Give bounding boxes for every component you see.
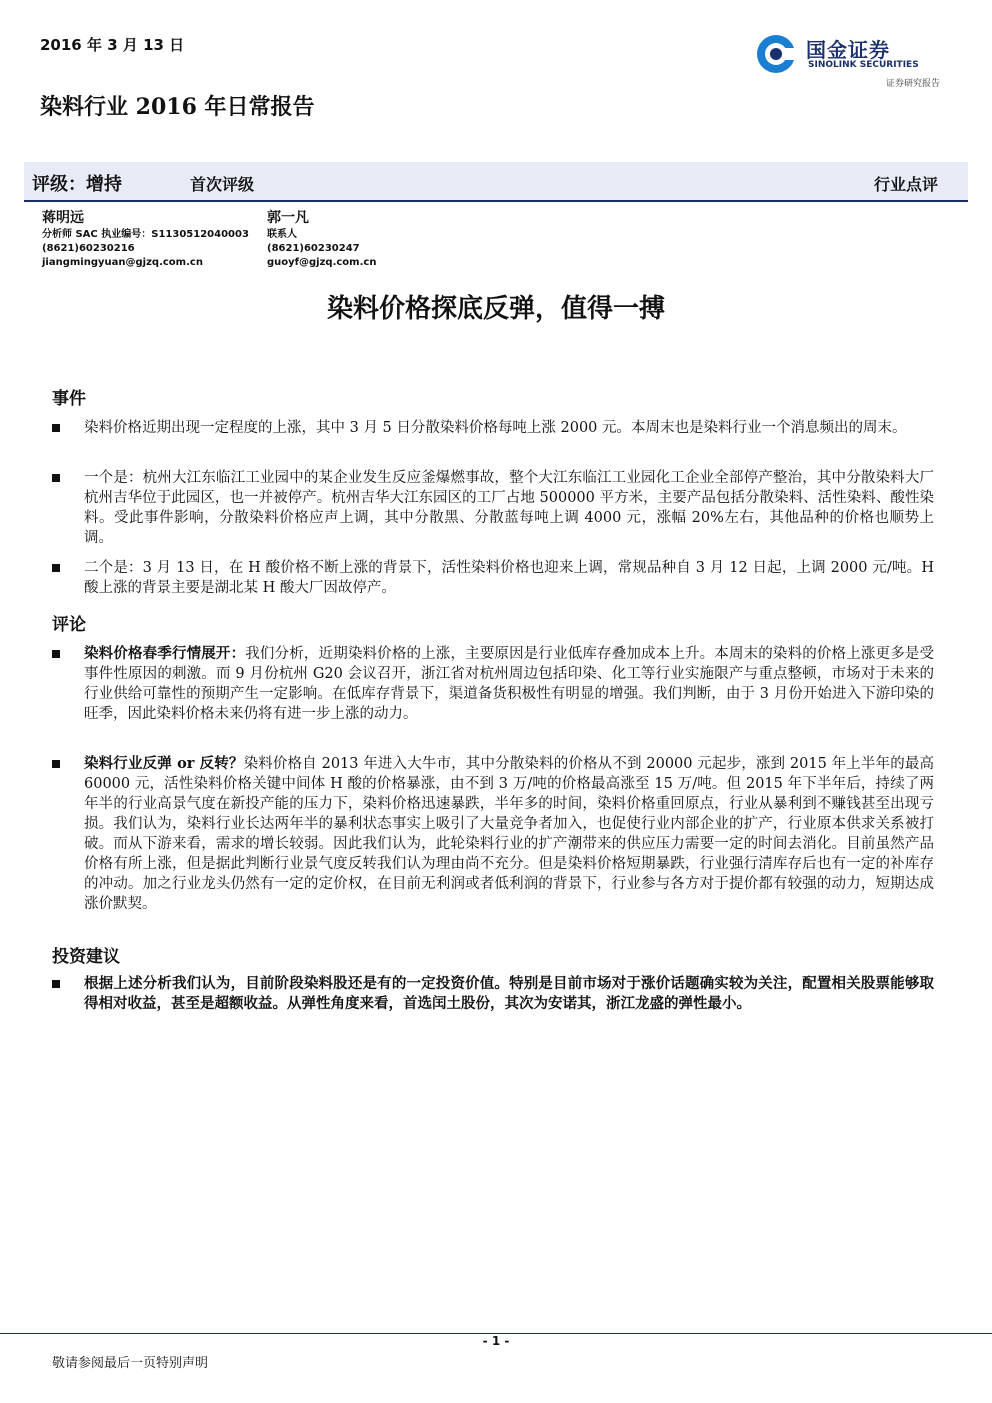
bullet-icon [52, 564, 60, 572]
analyst-2 [267, 208, 376, 270]
analyst-phone: (8621)60230216 [42, 243, 135, 254]
analyst-email[interactable]: guoyf@gjzq.com.cn [267, 257, 377, 268]
section-title-event: 事件 [52, 389, 86, 409]
bullet-icon [52, 424, 60, 432]
company-logo [756, 30, 946, 90]
page-number: - 1 - [482, 1334, 510, 1348]
comment-para-2-lead: 染料行业反弹 or 反转？ [84, 755, 244, 772]
headline: 染料价格探底反弹，值得一搏 [326, 294, 665, 324]
event-para-1: 染料价格近期出现一定程度的上涨，其中 3 月 5 日分散染料价格每吨上涨 2000 元。本周末也是染料行业一个消息频出的周末。 [84, 420, 907, 436]
sinolink-logo-icon [756, 34, 796, 74]
comment-para-2-text: 染料价格自 2013 年进入大牛市，其中分散染料的价格从不到 20000 元起步，涨到 2015 年上半年的最高 60000 元，活性染料价格关键中间体 H 酸的价格暴涨，由不到 3 万/吨的价格最高涨至 15 万/吨。但 2015 年下半年后，持续了两年半的行业高景气度在新投产能的压力下，染料价格迅速暴跌，半年多的时间，染料价格重回原点，行业从暴利到不赚钱甚至出现亏损。我们认为，染料行业长达两年半的暴利状态事实上吸引了大量竞争者加入，也促使行业内部企业的扩产，行业原本供求关系被打破。而从下游来看，需求的增长较弱。因此我们认为，此轮染料行业的扩产潮带来的供应压力需要一定的时间去消化。目前虽然产品价格有所上涨，但是据此判断行业景气度反转我们认为理由尚不充分。但是染料价格短期暴跌，行业强行清库存后也有一定的补库存的冲动。加之行业龙头仍然有一定的定价权，在目前无利润或者低利润的背景下，行业参与各方对于提价都有较强的动力，短期达成涨价默契。 [84, 756, 934, 912]
footer-disclaimer: 敬请参阅最后一页特别声明 [52, 1356, 209, 1371]
section-title-comment: 评论 [52, 615, 86, 635]
report-title: 染料行业 2016 年日常报告 [40, 94, 315, 120]
report-date: 2016 年 3 月 13 日 [40, 36, 185, 54]
logo-subtitle: 证券研究报告 [885, 79, 940, 89]
analyst-1 [42, 208, 249, 270]
logo-cn-text: 国金证券 [806, 38, 890, 62]
rating-label: 评级：增持 [32, 174, 122, 195]
bullet-icon [52, 760, 60, 768]
rating-first: 首次评级 [190, 175, 255, 194]
bullet-icon [52, 980, 60, 988]
comment-para-1 [84, 644, 934, 724]
analyst-name: 郭一凡 [267, 210, 309, 226]
logo-en-text: SINOLINK SECURITIES [808, 60, 919, 70]
analyst-phone: (8621)60230247 [267, 243, 360, 254]
review-type: 行业点评 [873, 175, 938, 194]
event-para-3: 二个是：3 月 13 日，在 H 酸价格不断上涨的背景下，活性染料价格也迎来上调，常规品种自 3 月 12 日起，上调 2000 元/吨。H 酸上涨的背景主要是湖北某 H 酸大厂因故停产。 [84, 560, 934, 596]
analyst-cert: 分析师 SAC 执业编号：S1130512040003 [42, 229, 249, 240]
bullet-icon [52, 650, 60, 658]
rating-bar [24, 162, 968, 202]
bullet-icon [52, 474, 60, 482]
analyst-email[interactable]: jiangmingyuan@gjzq.com.cn [42, 257, 203, 268]
comment-para-1-text: 我们分析，近期染料价格的上涨，主要原因是行业低库存叠加成本上升。本周末的染料的价格上涨更多是受事件性原因的刺激。而 9 月份杭州 G20 会议召开，浙江省对杭州周边包括印染、化工等行业实施限产与重点整顿，市场对于未来的行业供给可靠性的预期产生一定影响。在低库存背景下，渠道备货积极性有明显的增强。我们判断，由于 3 月份开始进入下游印染的旺季，因此染料价格未来仍将有进一步上涨的动力。 [84, 646, 935, 722]
analyst-role: 联系人 [267, 229, 297, 240]
section-title-advice: 投资建议 [52, 947, 120, 967]
comment-para-1-lead: 染料价格春季行情展开： [84, 645, 246, 662]
analyst-name: 蒋明远 [42, 210, 84, 226]
comment-para-2 [84, 754, 934, 914]
advice-para: 根据上述分析我们认为，目前阶段染料股还是有的一定投资价值。特别是目前市场对于涨价话题确实较为关注，配置相关股票能够取得相对收益，甚至是超额收益。从弹性角度来看，首选闰土股份，其次为安诺其，浙江龙盛的弹性最小。 [84, 975, 934, 1012]
event-para-2: 一个是：杭州大江东临江工业园中的某企业发生反应釜爆燃事故，整个大江东临江工业园化工企业全部停产整治，其中分散染料大厂杭州吉华位于此园区，也一并被停产。杭州吉华大江东园区的工厂占地 500000 平方米，主要产品包括分散染料、活性染料、酸性染料。受此事件影响，分散染料价格应声上调，其中分散黑、分散蓝每吨上调 4000 元，涨幅 20%左右，其他品种的价格也顺势上调。 [84, 470, 934, 546]
